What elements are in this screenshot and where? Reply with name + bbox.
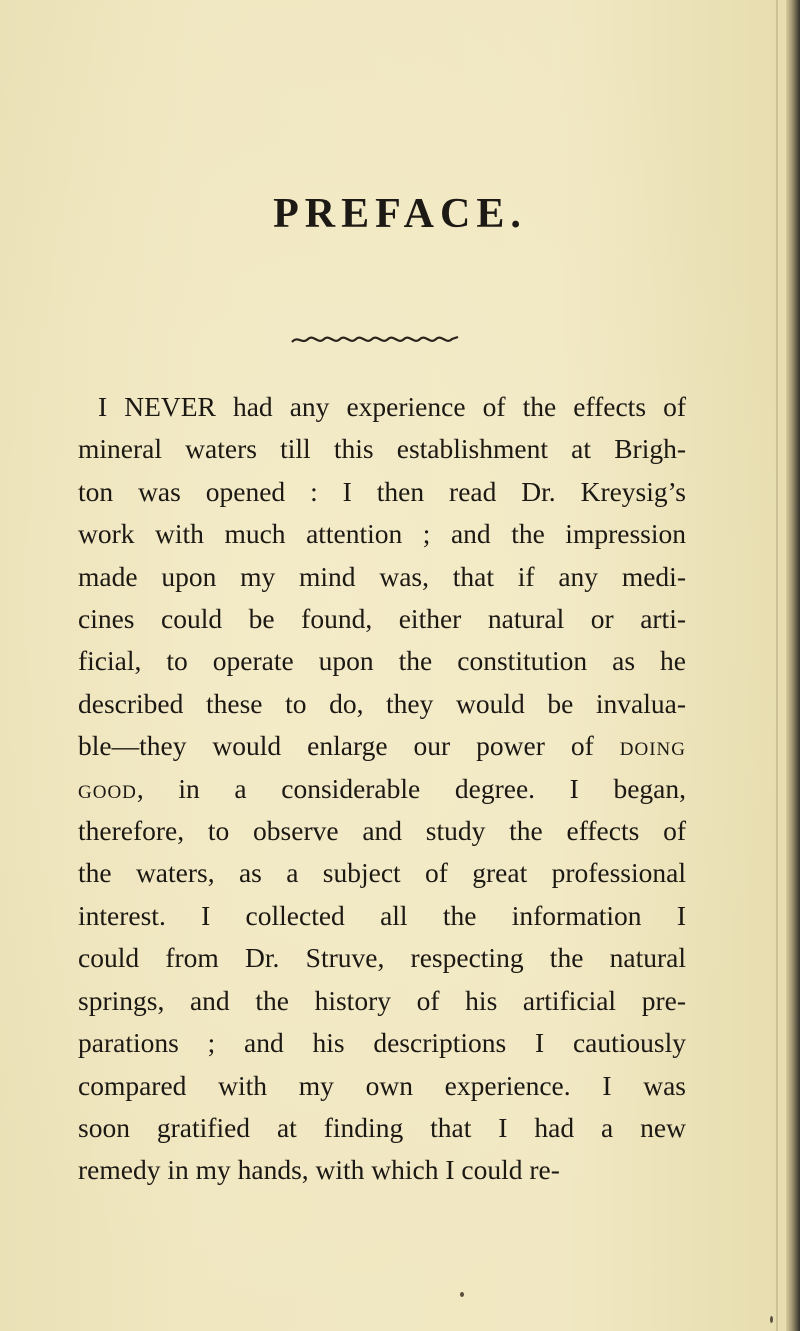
text-line: mineral waters till this establishment at Brigh-	[78, 433, 686, 465]
text-line: described these to do, they would be invalua-	[78, 687, 686, 719]
text-line: remedy in my hands, with which I could re-	[78, 1154, 560, 1186]
text-line: work with much attention ; and the impression	[78, 518, 686, 550]
small-caps-word: good	[78, 772, 137, 804]
text-line: soon gratified at finding that I had a new	[78, 1111, 686, 1143]
text-line: made upon my mind was, that if any medi-	[78, 560, 686, 592]
paper-speck	[770, 1316, 773, 1323]
text-line: therefore, to observe and study the effects of	[78, 815, 686, 847]
text-line: ton was opened : I then read Dr. Kreysig’s	[78, 475, 686, 507]
text-segment: ble—they would enlarge our power of	[78, 730, 620, 762]
ornament-rule-icon	[290, 333, 460, 347]
text-line: could from Dr. Struve, respecting the natural	[78, 942, 686, 974]
page-heading: PREFACE.	[273, 191, 527, 237]
text-line	[78, 725, 686, 767]
text-line: compared with my own experience. I was	[78, 1069, 686, 1101]
text-line: parations ; and his descriptions I cautiously	[78, 1027, 686, 1059]
text-line: interest. I collected all the information I	[78, 899, 686, 931]
text-segment: , in a considerable degree. I began,	[136, 772, 686, 804]
text-line	[78, 768, 686, 810]
text-line: cines could be found, either natural or arti-	[78, 603, 686, 635]
paper-speck	[460, 1292, 464, 1297]
text-line: I NEVER had any experience of the effects of	[98, 391, 686, 422]
small-caps-word: doing	[619, 730, 686, 762]
preface-paragraph	[78, 386, 686, 1192]
text-line: springs, and the history of his artificial pre-	[78, 984, 686, 1016]
text-line: the waters, as a subject of great professional	[78, 857, 686, 889]
text-line: ficial, to operate upon the constitution as he	[78, 645, 686, 677]
